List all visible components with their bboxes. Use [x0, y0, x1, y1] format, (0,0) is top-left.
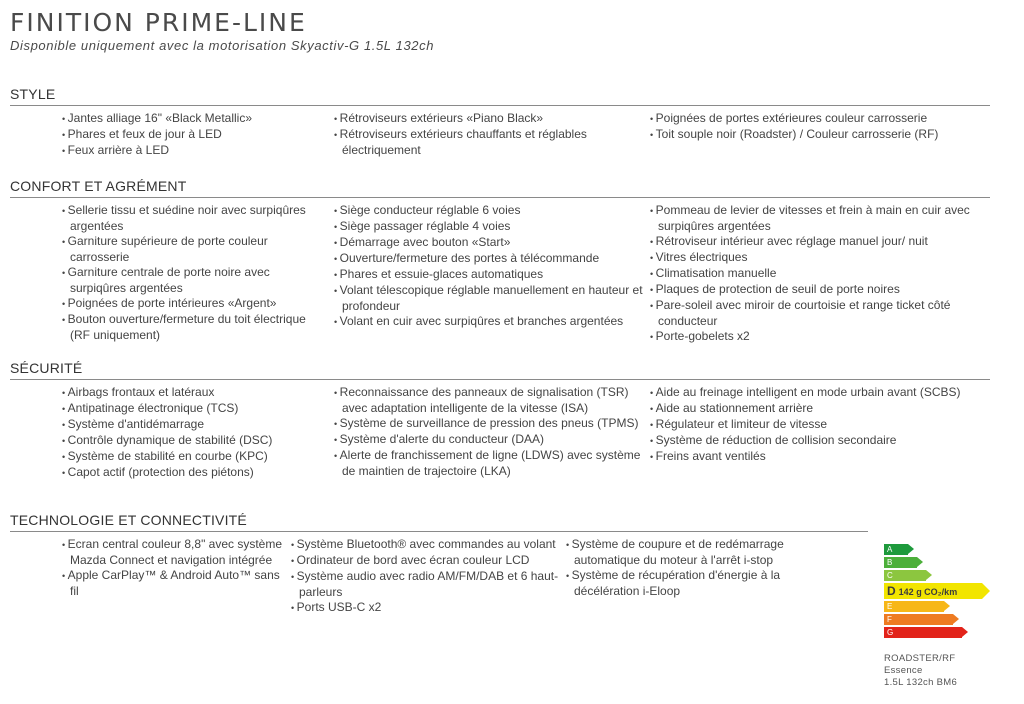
energy-class-f [884, 614, 953, 625]
energy-class-letter: F [887, 615, 892, 624]
section-heading: STYLE [10, 86, 990, 106]
energy-footer-line: Essence [884, 665, 923, 676]
energy-class-a [884, 544, 908, 555]
feature-item: • Porte-gobelets x2 [650, 329, 990, 345]
feature-item: • Toit souple noir (Roadster) / Couleur carrosserie (RF) [650, 127, 990, 143]
page-subtitle: Disponible uniquement avec la motorisation Skyactiv-G 1.5L 132ch [10, 38, 435, 53]
energy-class-d [884, 583, 982, 599]
feature-item: • Phares et essuie-glaces automatiques [334, 267, 644, 283]
energy-class-letter: E [887, 602, 893, 611]
feature-item: • Système de récupération d'énergie à la décélération i-Eloop [566, 568, 814, 599]
feature-item: • Phares et feux de jour à LED [62, 127, 328, 143]
energy-class-letter: A [887, 545, 893, 554]
feature-item: • Antipatinage électronique (TCS) [62, 401, 328, 417]
feature-item: • Aide au freinage intelligent en mode urbain avant (SCBS) [650, 385, 990, 401]
feature-columns [10, 380, 990, 481]
feature-column [328, 385, 644, 481]
feature-column [560, 537, 814, 616]
energy-class-g [884, 627, 962, 638]
feature-item: • Pare-soleil avec miroir de courtoisie et range ticket côté conducteur [650, 298, 990, 329]
energy-footer-line: 1.5L 132ch BM6 [884, 677, 958, 688]
feature-item: • Système de stabilité en courbe (KPC) [62, 449, 328, 465]
feature-column [10, 385, 328, 481]
feature-column [285, 537, 560, 616]
feature-item: • Poignées de portes extérieures couleur carrosserie [650, 111, 990, 127]
section-heading: CONFORT ET AGRÉMENT [10, 178, 990, 198]
section-technologie [10, 512, 868, 616]
page-title: FINITION PRIME-LINE [10, 8, 307, 37]
energy-class-c [884, 570, 926, 581]
feature-item: • Régulateur et limiteur de vitesse [650, 417, 990, 433]
feature-item: • Système audio avec radio AM/FM/DAB et 6 haut-parleurs [291, 569, 560, 600]
feature-item: • Feux arrière à LED [62, 143, 328, 159]
feature-column [644, 111, 990, 159]
feature-item: • Sellerie tissu et suédine noir avec surpiqûres argentées [62, 203, 328, 234]
feature-columns [10, 106, 990, 159]
co2-value: 142 g CO₂/km [898, 587, 958, 597]
feature-item: • Système Bluetooth® avec commandes au volant [291, 537, 560, 553]
feature-item: • Démarrage avec bouton «Start» [334, 235, 644, 251]
feature-item: • Garniture supérieure de porte couleur carrosserie [62, 234, 328, 265]
feature-column [644, 203, 990, 345]
feature-item: • Siège conducteur réglable 6 voies [334, 203, 644, 219]
feature-column [10, 203, 328, 345]
feature-item: • Ecran central couleur 8,8" avec système Mazda Connect et navigation intégrée [62, 537, 285, 568]
feature-item: • Climatisation manuelle [650, 266, 990, 282]
energy-class-letter: C [887, 571, 893, 580]
feature-item: • Bouton ouverture/fermeture du toit électrique (RF uniquement) [62, 312, 328, 343]
energy-label-footer [884, 653, 957, 689]
section-securite [10, 360, 990, 481]
feature-column [10, 111, 328, 159]
feature-item: • Contrôle dynamique de stabilité (DSC) [62, 433, 328, 449]
feature-item: • Ordinateur de bord avec écran couleur LCD [291, 553, 560, 569]
section-style [10, 86, 990, 159]
feature-columns [10, 532, 868, 616]
feature-column [328, 111, 644, 159]
feature-columns [10, 198, 990, 345]
feature-item: • Alerte de franchissement de ligne (LDWS) avec système de maintien de trajectoire (LKA) [334, 448, 644, 479]
feature-item: • Volant télescopique réglable manuellement en hauteur et profondeur [334, 283, 644, 314]
energy-class-e [884, 601, 944, 612]
feature-item: • Système de réduction de collision secondaire [650, 433, 990, 449]
feature-item: • Freins avant ventilés [650, 449, 990, 465]
feature-item: • Plaques de protection de seuil de porte noires [650, 282, 990, 298]
feature-item: • Aide au stationnement arrière [650, 401, 990, 417]
feature-column [328, 203, 644, 345]
feature-item: • Capot actif (protection des piétons) [62, 465, 328, 481]
feature-item: • Volant en cuir avec surpiqûres et branches argentées [334, 314, 644, 330]
feature-item: • Ports USB-C x2 [291, 600, 560, 616]
feature-item: • Jantes alliage 16" «Black Metallic» [62, 111, 328, 127]
section-heading: SÉCURITÉ [10, 360, 990, 380]
energy-label [884, 544, 1004, 640]
feature-item: • Apple CarPlay™ & Android Auto™ sans fil [62, 568, 285, 599]
feature-item: • Rétroviseurs extérieurs «Piano Black» [334, 111, 644, 127]
feature-item: • Pommeau de levier de vitesses et frein à main en cuir avec surpiqûres argentées [650, 203, 990, 234]
feature-item: • Système d'antidémarrage [62, 417, 328, 433]
feature-item: • Reconnaissance des panneaux de signalisation (TSR) avec adaptation intelligente de la vitesse (ISA) [334, 385, 644, 416]
feature-item: • Garniture centrale de porte noire avec surpiqûres argentées [62, 265, 328, 296]
feature-item: • Ouverture/fermeture des portes à télécommande [334, 251, 644, 267]
section-heading: TECHNOLOGIE ET CONNECTIVITÉ [10, 512, 868, 532]
feature-item: • Système de surveillance de pression des pneus (TPMS) [334, 416, 644, 432]
energy-class-letter: D [887, 584, 896, 598]
feature-item: • Airbags frontaux et latéraux [62, 385, 328, 401]
energy-footer-line: ROADSTER/RF [884, 653, 956, 664]
feature-item: • Vitres électriques [650, 250, 990, 266]
feature-item: • Système de coupure et de redémarrage automatique du moteur à l'arrêt i-stop [566, 537, 814, 568]
section-confort [10, 178, 990, 345]
feature-column [10, 537, 285, 616]
feature-item: • Rétroviseur intérieur avec réglage manuel jour/ nuit [650, 234, 990, 250]
feature-item: • Poignées de porte intérieures «Argent» [62, 296, 328, 312]
feature-item: • Rétroviseurs extérieurs chauffants et réglables électriquement [334, 127, 644, 158]
energy-class-letter: B [887, 558, 893, 567]
energy-class-b [884, 557, 917, 568]
feature-item: • Système d'alerte du conducteur (DAA) [334, 432, 644, 448]
feature-item: • Siège passager réglable 4 voies [334, 219, 644, 235]
feature-column [644, 385, 990, 481]
energy-class-letter: G [887, 628, 894, 637]
